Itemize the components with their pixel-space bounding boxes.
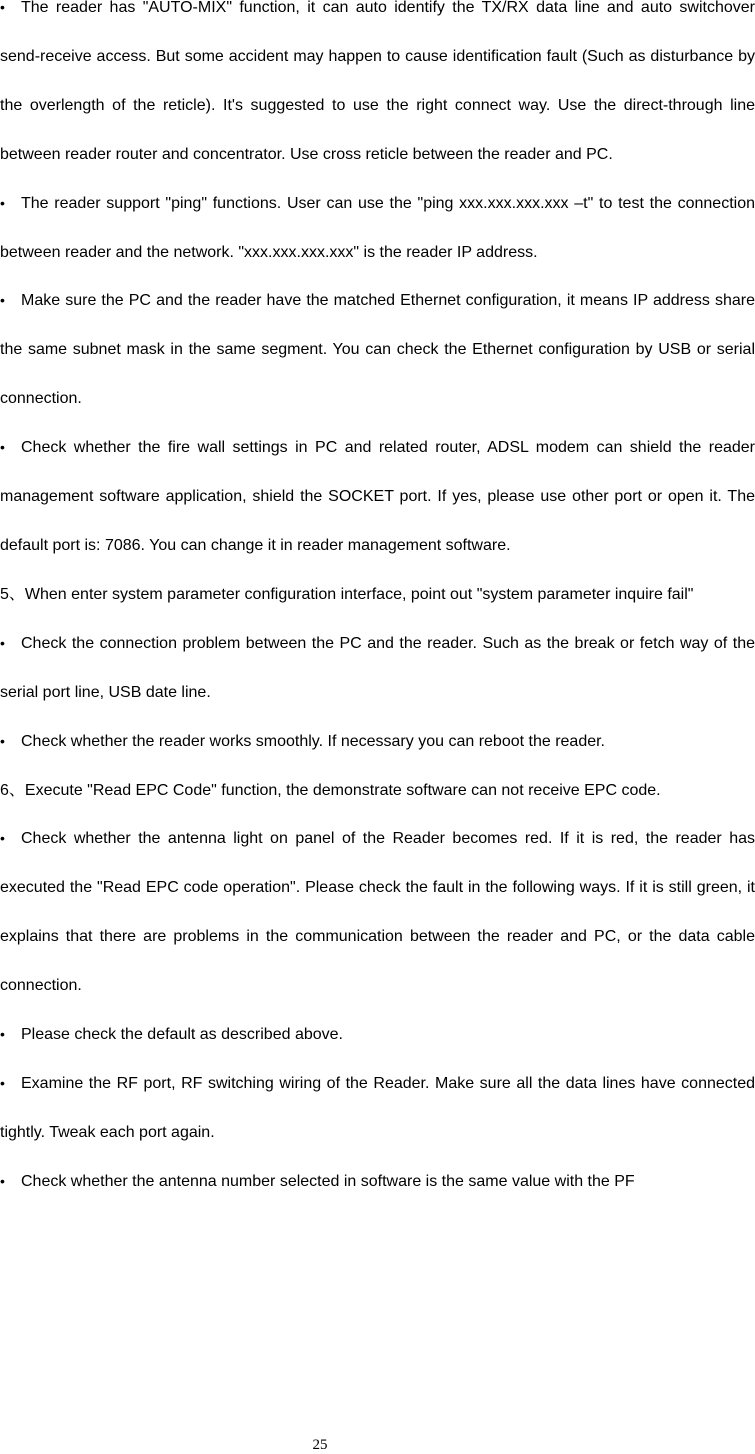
paragraph-text: Check whether the antenna light on panel of the Reader becomes red. If it is red, the reader has executed the "Read EPC code operation". Please check the fault in the following ways. If it is still green, it explains that there are problems in the communication between the reader and PC, or the data cable connection. [0, 830, 755, 995]
paragraph-text: Make sure the PC and the reader have the matched Ethernet configuration, it means IP address share the same subnet mask in the same segment. You can check the Ethernet configuration by USB or serial connection. [0, 292, 755, 408]
bullet-paragraph [0, 620, 755, 718]
bullet-icon: • [0, 1172, 5, 1189]
bullet-paragraph [0, 815, 755, 1011]
paragraph-text: Check the connection problem between the PC and the reader. Such as the break or fetch way of the serial port line, USB date line. [0, 634, 755, 701]
bullet-icon: • [0, 0, 5, 15]
paragraph-text: Check whether the fire wall settings in PC and related router, ADSL modem can shield the reader management software application, shield the SOCKET port. If yes, please use other port or open it. The default port is: 7086. You can change it in reader management software. [0, 439, 755, 554]
bullet-icon: • [0, 634, 5, 651]
bullet-paragraph [0, 718, 755, 767]
bullet-paragraph [0, 0, 755, 180]
bullet-icon: • [0, 732, 5, 749]
section-heading: 6、Execute "Read EPC Code" function, the demonstrate software can not receive EPC code. [0, 781, 661, 799]
bullet-icon: • [0, 1026, 5, 1043]
page-number: 25 [312, 1437, 328, 1453]
bullet-icon: • [0, 439, 5, 456]
paragraph-text: Check whether the antenna number selected in software is the same value with the PF [21, 1172, 635, 1190]
paragraph-text: The reader has "AUTO-MIX" function, it can auto identify the TX/RX data line and auto switchover send-receive access. But some accident may happen to cause identification fault (Such as disturbance by the overlength of the reticle). It's suggested to use the right connect way. Use the direct-through line between reader router and concentrator. Use cross reticle between the reader and PC. [0, 0, 755, 163]
paragraph-text: Check whether the reader works smoothly. If necessary you can reboot the reader. [21, 732, 605, 750]
bullet-paragraph [0, 180, 755, 278]
bullet-paragraph [0, 424, 755, 571]
section-heading: 5、When enter system parameter configuration interface, point out "system parameter inquire fail" [0, 585, 694, 603]
bullet-paragraph [0, 1060, 755, 1158]
bullet-icon: • [0, 292, 5, 309]
bullet-icon: • [0, 830, 5, 847]
paragraph-text: The reader support "ping" functions. User can use the "ping xxx.xxx.xxx.xxx –t" to test the connection between reader and the network. "xxx.xxx.xxx.xxx" is the reader IP address. [0, 194, 755, 261]
paragraph-text: Examine the RF port, RF switching wiring of the Reader. Make sure all the data lines have connected tightly. Tweak each port again. [0, 1074, 755, 1141]
bullet-paragraph [0, 1011, 755, 1060]
bullet-paragraph [0, 1158, 755, 1207]
bullet-icon: • [0, 194, 5, 211]
bullet-icon: • [0, 1074, 5, 1091]
bullet-paragraph [0, 277, 755, 424]
paragraph-text: Please check the default as described above. [21, 1026, 343, 1044]
